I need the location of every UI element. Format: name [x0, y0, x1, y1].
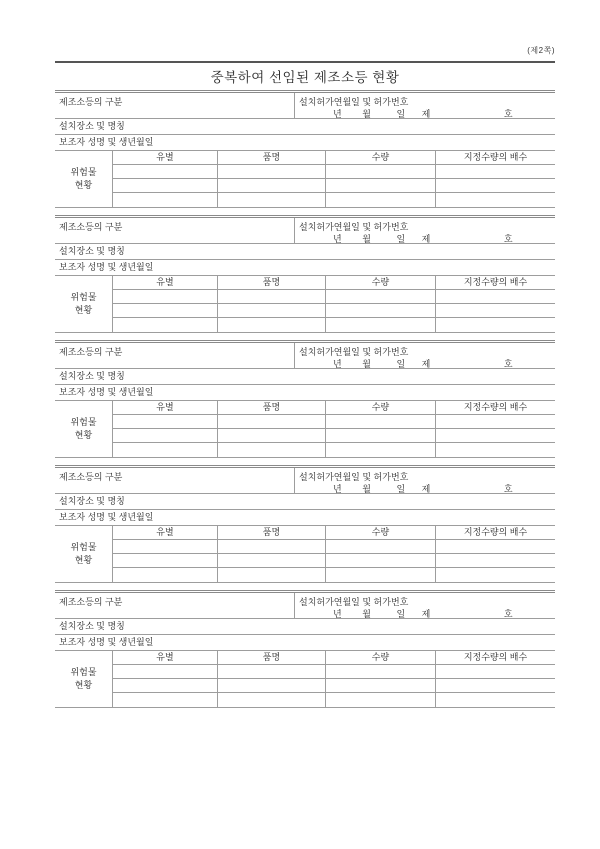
category-label: 제조소등의 구분	[59, 472, 123, 482]
facility-block	[55, 590, 555, 708]
hazmat-status-row-header	[55, 151, 113, 207]
permit-label: 설치허가연월일 및 허가번호	[299, 472, 409, 482]
hazmat-label-line1: 위험물	[70, 417, 97, 427]
page-number-marker: (제2쪽)	[527, 46, 555, 55]
permit-label: 설치허가연월일 및 허가번호	[299, 222, 409, 232]
day-unit-label: 일	[396, 109, 406, 119]
month-unit-label: 월	[362, 359, 371, 369]
hazmat-cell-empty	[326, 415, 436, 429]
hazmat-cell-empty	[436, 540, 555, 554]
hazmat-cell-empty	[113, 415, 218, 429]
hazmat-cell-empty	[436, 290, 555, 304]
permit-date-line	[299, 359, 555, 370]
facility-blocks-list	[55, 90, 555, 708]
location-label: 설치장소 및 명칭	[59, 496, 125, 506]
assistant-label: 보조자 성명 및 생년월일	[59, 637, 154, 647]
hazmat-cell-empty	[326, 304, 436, 318]
month-unit-label: 월	[362, 484, 371, 494]
hazmat-status-row-header	[55, 401, 113, 457]
year-unit-label: 년	[333, 609, 342, 619]
category-permit-row	[55, 93, 555, 119]
permit-no-prefix-label: 제	[421, 234, 431, 244]
hazmat-cell-empty	[113, 665, 218, 679]
category-label: 제조소등의 구분	[59, 222, 123, 232]
column-header-product: 품명	[218, 276, 326, 290]
permit-label: 설치허가연월일 및 허가번호	[299, 347, 409, 357]
category-cell	[55, 218, 295, 243]
column-header-class: 유별	[113, 526, 218, 540]
permit-cell	[295, 468, 555, 493]
year-unit-label: 년	[333, 109, 342, 119]
column-header-multiple: 지정수량의 배수	[436, 401, 555, 415]
hazmat-cell-empty	[113, 679, 218, 693]
hazmat-status-table	[55, 276, 555, 333]
hazmat-cell-empty	[436, 179, 555, 193]
hazmat-cell-empty	[436, 554, 555, 568]
category-permit-row	[55, 468, 555, 494]
form-title: 중복하여 선임된 제조소등 현황	[210, 70, 400, 85]
hazmat-cell-empty	[218, 318, 326, 332]
assistant-label: 보조자 성명 및 생년월일	[59, 512, 154, 522]
hazmat-status-row-header	[55, 526, 113, 582]
assistant-label: 보조자 성명 및 생년월일	[59, 137, 154, 147]
day-unit-label: 일	[396, 359, 406, 369]
hazmat-cell-empty	[436, 568, 555, 582]
hazmat-cell-empty	[326, 679, 436, 693]
permit-no-suffix-label: 호	[503, 609, 513, 619]
hazmat-cell-empty	[113, 318, 218, 332]
hazmat-cell-empty	[326, 568, 436, 582]
hazmat-cell-empty	[218, 679, 326, 693]
hazmat-cell-empty	[326, 429, 436, 443]
assistant-row	[55, 510, 555, 526]
assistant-row	[55, 260, 555, 276]
location-label: 설치장소 및 명칭	[59, 371, 125, 381]
hazmat-cell-empty	[113, 443, 218, 457]
hazmat-label-line2: 현황	[74, 430, 93, 440]
hazmat-label-line2: 현황	[74, 555, 93, 565]
hazmat-cell-empty	[218, 429, 326, 443]
hazmat-status-table	[55, 651, 555, 708]
hazmat-cell-empty	[326, 179, 436, 193]
category-label: 제조소등의 구분	[59, 97, 123, 107]
column-header-quantity: 수량	[326, 276, 436, 290]
hazmat-cell-empty	[326, 693, 436, 707]
column-header-class: 유별	[113, 651, 218, 665]
permit-no-suffix-label: 호	[503, 359, 513, 369]
hazmat-status-row-header	[55, 276, 113, 332]
month-unit-label: 월	[362, 609, 371, 619]
permit-cell	[295, 218, 555, 243]
location-row	[55, 619, 555, 635]
hazmat-cell-empty	[218, 554, 326, 568]
hazmat-label-line2: 현황	[74, 305, 93, 315]
column-header-multiple: 지정수량의 배수	[436, 276, 555, 290]
hazmat-status-table	[55, 151, 555, 208]
hazmat-cell-empty	[218, 415, 326, 429]
hazmat-cell-empty	[326, 290, 436, 304]
hazmat-cell-empty	[436, 318, 555, 332]
hazmat-cell-empty	[218, 665, 326, 679]
permit-no-prefix-label: 제	[421, 359, 431, 369]
hazmat-status-row-header	[55, 651, 113, 707]
hazmat-cell-empty	[436, 193, 555, 207]
hazmat-cell-empty	[326, 318, 436, 332]
hazmat-cell-empty	[218, 568, 326, 582]
permit-date-line	[299, 109, 555, 120]
column-header-quantity: 수량	[326, 526, 436, 540]
assistant-row	[55, 635, 555, 651]
hazmat-cell-empty	[326, 165, 436, 179]
category-label: 제조소등의 구분	[59, 347, 123, 357]
hazmat-cell-empty	[436, 665, 555, 679]
hazmat-label-line1: 위험물	[70, 167, 97, 177]
hazmat-cell-empty	[218, 193, 326, 207]
location-row	[55, 119, 555, 135]
location-row	[55, 244, 555, 260]
hazmat-label-line1: 위험물	[70, 667, 97, 677]
assistant-label: 보조자 성명 및 생년월일	[59, 262, 154, 272]
column-header-class: 유별	[113, 276, 218, 290]
hazmat-cell-empty	[113, 304, 218, 318]
column-header-class: 유별	[113, 151, 218, 165]
hazmat-cell-empty	[436, 165, 555, 179]
hazmat-cell-empty	[113, 179, 218, 193]
hazmat-cell-empty	[218, 304, 326, 318]
permit-label: 설치허가연월일 및 허가번호	[299, 97, 409, 107]
category-cell	[55, 593, 295, 618]
location-label: 설치장소 및 명칭	[59, 121, 125, 131]
hazmat-cell-empty	[218, 165, 326, 179]
facility-block	[55, 340, 555, 458]
hazmat-cell-empty	[113, 429, 218, 443]
permit-no-suffix-label: 호	[503, 484, 513, 494]
hazmat-status-table	[55, 401, 555, 458]
column-header-quantity: 수량	[326, 401, 436, 415]
location-label: 설치장소 및 명칭	[59, 246, 125, 256]
hazmat-cell-empty	[326, 443, 436, 457]
column-header-product: 품명	[218, 401, 326, 415]
day-unit-label: 일	[396, 234, 406, 244]
hazmat-label-line1: 위험물	[70, 542, 97, 552]
facility-block	[55, 465, 555, 583]
permit-cell	[295, 93, 555, 118]
hazmat-cell-empty	[113, 165, 218, 179]
column-header-product: 품명	[218, 651, 326, 665]
column-header-multiple: 지정수량의 배수	[436, 651, 555, 665]
hazmat-cell-empty	[113, 568, 218, 582]
hazmat-cell-empty	[436, 415, 555, 429]
hazmat-cell-empty	[113, 290, 218, 304]
category-label: 제조소등의 구분	[59, 597, 123, 607]
permit-no-prefix-label: 제	[421, 109, 431, 119]
top-rule-divider	[55, 61, 555, 63]
assistant-row	[55, 135, 555, 151]
permit-no-prefix-label: 제	[421, 484, 431, 494]
column-header-product: 품명	[218, 526, 326, 540]
permit-cell	[295, 343, 555, 368]
permit-date-line	[299, 484, 555, 495]
hazmat-cell-empty	[218, 290, 326, 304]
location-row	[55, 369, 555, 385]
column-header-quantity: 수량	[326, 651, 436, 665]
hazmat-cell-empty	[113, 193, 218, 207]
hazmat-status-table	[55, 526, 555, 583]
category-permit-row	[55, 343, 555, 369]
form-page	[55, 46, 555, 708]
facility-block	[55, 215, 555, 333]
month-unit-label: 월	[362, 109, 371, 119]
hazmat-cell-empty	[436, 429, 555, 443]
hazmat-cell-empty	[326, 540, 436, 554]
location-row	[55, 494, 555, 510]
assistant-row	[55, 385, 555, 401]
month-unit-label: 월	[362, 234, 371, 244]
facility-block	[55, 90, 555, 208]
category-cell	[55, 343, 295, 368]
year-unit-label: 년	[333, 359, 342, 369]
hazmat-cell-empty	[326, 554, 436, 568]
column-header-multiple: 지정수량의 배수	[436, 526, 555, 540]
assistant-label: 보조자 성명 및 생년월일	[59, 387, 154, 397]
hazmat-cell-empty	[218, 443, 326, 457]
hazmat-cell-empty	[218, 540, 326, 554]
category-cell	[55, 93, 295, 118]
hazmat-cell-empty	[326, 193, 436, 207]
category-cell	[55, 468, 295, 493]
column-header-multiple: 지정수량의 배수	[436, 151, 555, 165]
category-permit-row	[55, 218, 555, 244]
permit-date-line	[299, 609, 555, 620]
hazmat-cell-empty	[113, 693, 218, 707]
hazmat-cell-empty	[436, 679, 555, 693]
hazmat-cell-empty	[436, 693, 555, 707]
column-header-class: 유별	[113, 401, 218, 415]
hazmat-label-line2: 현황	[74, 680, 93, 690]
hazmat-cell-empty	[113, 554, 218, 568]
hazmat-cell-empty	[218, 693, 326, 707]
permit-no-suffix-label: 호	[503, 109, 513, 119]
hazmat-cell-empty	[326, 665, 436, 679]
permit-no-prefix-label: 제	[421, 609, 431, 619]
hazmat-label-line1: 위험물	[70, 292, 97, 302]
day-unit-label: 일	[396, 484, 406, 494]
permit-no-suffix-label: 호	[503, 234, 513, 244]
permit-label: 설치허가연월일 및 허가번호	[299, 597, 409, 607]
hazmat-cell-empty	[113, 540, 218, 554]
permit-cell	[295, 593, 555, 618]
day-unit-label: 일	[396, 609, 406, 619]
column-header-quantity: 수량	[326, 151, 436, 165]
hazmat-cell-empty	[218, 179, 326, 193]
hazmat-label-line2: 현황	[74, 180, 93, 190]
hazmat-cell-empty	[436, 304, 555, 318]
location-label: 설치장소 및 명칭	[59, 621, 125, 631]
year-unit-label: 년	[333, 484, 342, 494]
category-permit-row	[55, 593, 555, 619]
permit-date-line	[299, 234, 555, 245]
year-unit-label: 년	[333, 234, 342, 244]
column-header-product: 품명	[218, 151, 326, 165]
hazmat-cell-empty	[436, 443, 555, 457]
